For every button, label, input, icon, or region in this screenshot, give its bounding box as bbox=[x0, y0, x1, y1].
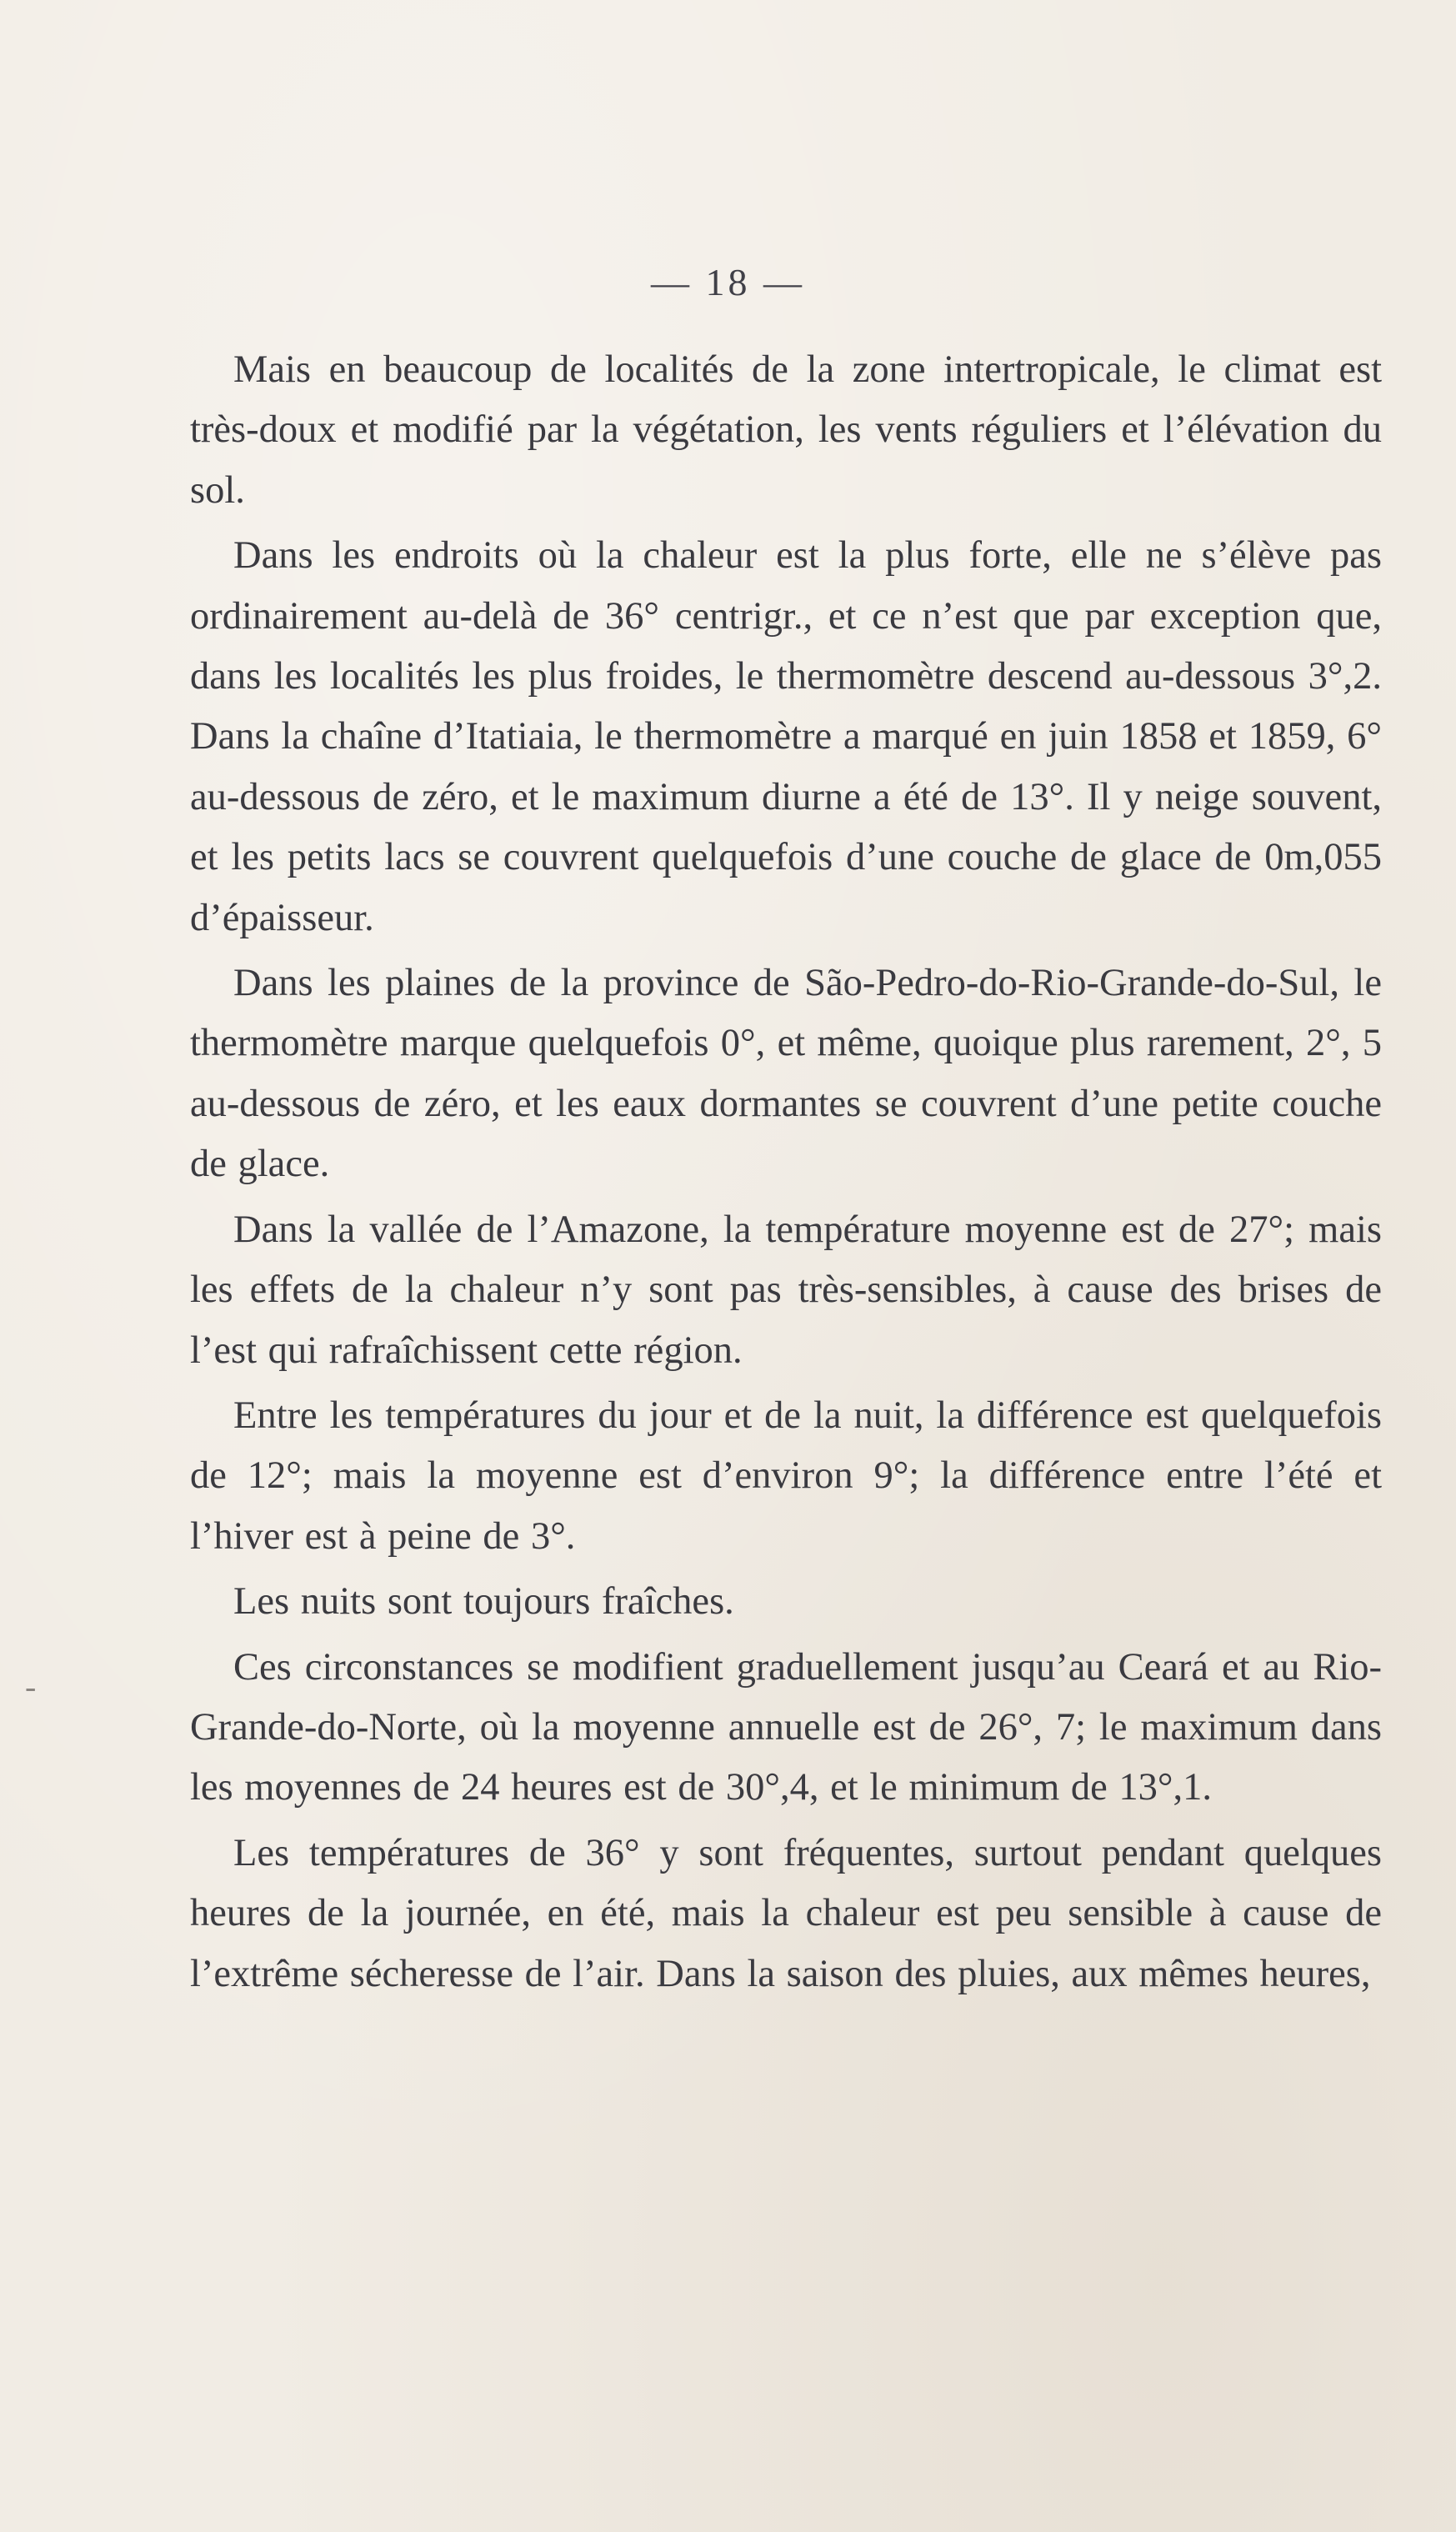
paragraph-4: Dans la vallée de l’Amazone, la température moyenne est de 27°; mais les effets de la chaleur n’y sont pas très-sensibles, à cause des brises de l’est qui rafraîchissent cette région. bbox=[190, 1208, 1382, 1372]
paragraph-6: Les nuits sont toujours fraîches. bbox=[233, 1580, 734, 1624]
paragraph-1: Mais en beaucoup de localités de la zone intertropicale, le climat est très-doux et modifié par la végétation, les vents réguliers et l’élévation du sol. bbox=[190, 348, 1382, 512]
body-text bbox=[190, 340, 1382, 2009]
paragraph-8: Les températures de 36° y sont fréquentes, surtout pendant quelques heures de la journée, en été, mais la chaleur est peu sensible à cause de l’extrême sécheresse de l’air. Dans la saison des pluies, aux mêmes heures, bbox=[190, 1831, 1382, 1995]
paragraph-2: Dans les endroits où la chaleur est la plus forte, elle ne s’élève pas ordinairement au-delà de 36° centrigr., et ce n’est que par exception que, dans les localités les plus froides, le thermomètre descend au-dessous 3°,2. Dans la chaîne d’Itatiaia, le thermomètre a marqué en juin 1858 et 1859, 6° au-dessous de zéro, et le maximum diurne a été de 13°. Il y neige souvent, et les petits lacs se couvrent quelquefois d’une couche de glace de 0m,055 d’épaisseur. bbox=[190, 534, 1382, 939]
paragraph-5: Entre les températures du jour et de la nuit, la différence est quelquefois de 12°; mais la moyenne est d’environ 9°; la différence entre l’été et l’hiver est à peine de 3°. bbox=[190, 1394, 1382, 1558]
paragraph-3: Dans les plaines de la province de São-Pedro-do-Rio-Grande-do-Sul, le thermomètre marque quelquefois 0°, et même, quoique plus rarement, 2°, 5 au-dessous de zéro, et les eaux dormantes se couvrent d’une petite couche de glace. bbox=[190, 962, 1382, 1186]
margin-mark: - bbox=[25, 1668, 37, 1705]
paragraph-7: Ces circonstances se modifient graduellement jusqu’au Ceará et au Rio-Grande-do-Norte, où la moyenne annuelle est de 26°, 7; le maximum dans les moyennes de 24 heures est de 30°,4, et le minimum de 13°,1. bbox=[190, 1645, 1382, 1809]
page-number: — 18 — bbox=[651, 261, 805, 303]
